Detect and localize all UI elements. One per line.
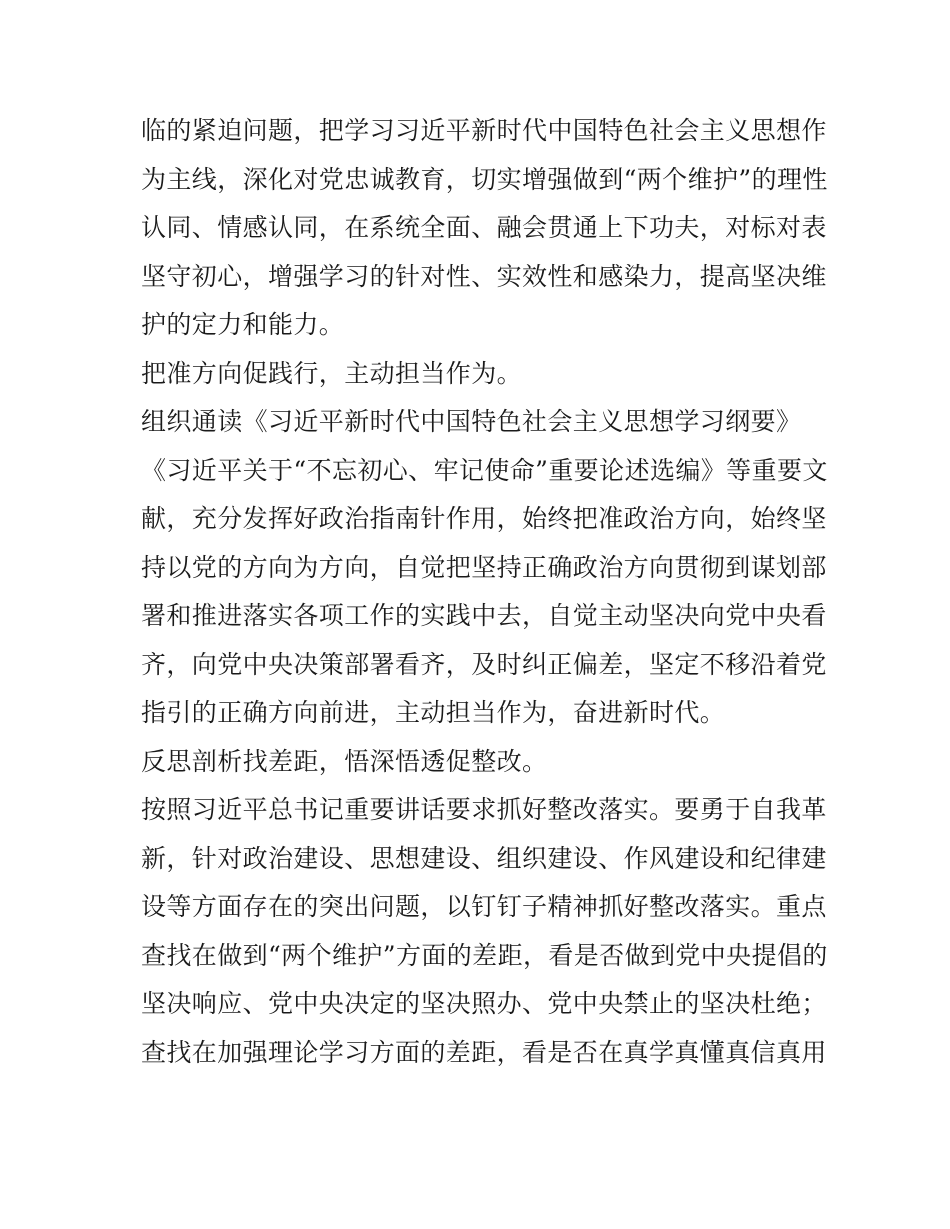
section-heading: 把准方向促践行，主动担当作为。	[141, 358, 523, 388]
text-line: 新，针对政治建设、思想建设、组织建设、作风建设和纪律建	[141, 843, 827, 873]
text-line: 为主线，深化对党忠诚教育，切实增强做到“两个维护”的理性	[141, 164, 828, 194]
text-line: 献，充分发挥好政治指南针作用，始终把准政治方向，始终坚	[141, 504, 827, 533]
text-line: 临的紧迫问题，把学习习近平新时代中国特色社会主义思想作	[141, 116, 827, 145]
text-line: 查找在做到“两个维护”方面的差距，看是否做到党中央提倡的	[141, 940, 828, 970]
text-line: 查找在加强理论学习方面的差距，看是否在真学真懂真信真用	[141, 1037, 827, 1067]
text-line: 坚守初心，增强学习的针对性、实效性和感染力，提高坚决维	[141, 261, 827, 291]
text-line: 指引的正确方向前进，主动担当作为，奋进新时代。	[141, 698, 726, 727]
text-line: 持以党的方向为方向，自觉把坚持正确政治方向贯彻到谋划部	[141, 552, 827, 582]
text-line: 认同、情感认同，在系统全面、融会贯通上下功夫，对标对表	[141, 213, 827, 242]
text-line: 齐，向党中央决策部署看齐，及时纠正偏差，坚定不移沿着党	[141, 649, 827, 679]
section-heading: 反思剖析找差距，悟深悟透促整改。	[141, 746, 548, 776]
text-line: 护的定力和能力。	[141, 310, 345, 339]
text-line: 坚决响应、党中央决定的坚决照办、党中央禁止的坚决杜绝；	[141, 989, 827, 1018]
text-line: 组织通读《习近平新时代中国特色社会主义思想学习纲要》	[141, 407, 802, 436]
text-line: 署和推进落实各项工作的实践中去，自觉主动坚决向党中央看	[141, 601, 827, 630]
text-line: 设等方面存在的突出问题，以钉钉子精神抓好整改落实。重点	[141, 892, 827, 921]
text-line: 《习近平关于“不忘初心、牢记使命”重要论述选编》等重要文	[141, 455, 828, 485]
document-body	[141, 107, 828, 1077]
text-line: 按照习近平总书记重要讲话要求抓好整改落实。要勇于自我革	[141, 795, 827, 824]
